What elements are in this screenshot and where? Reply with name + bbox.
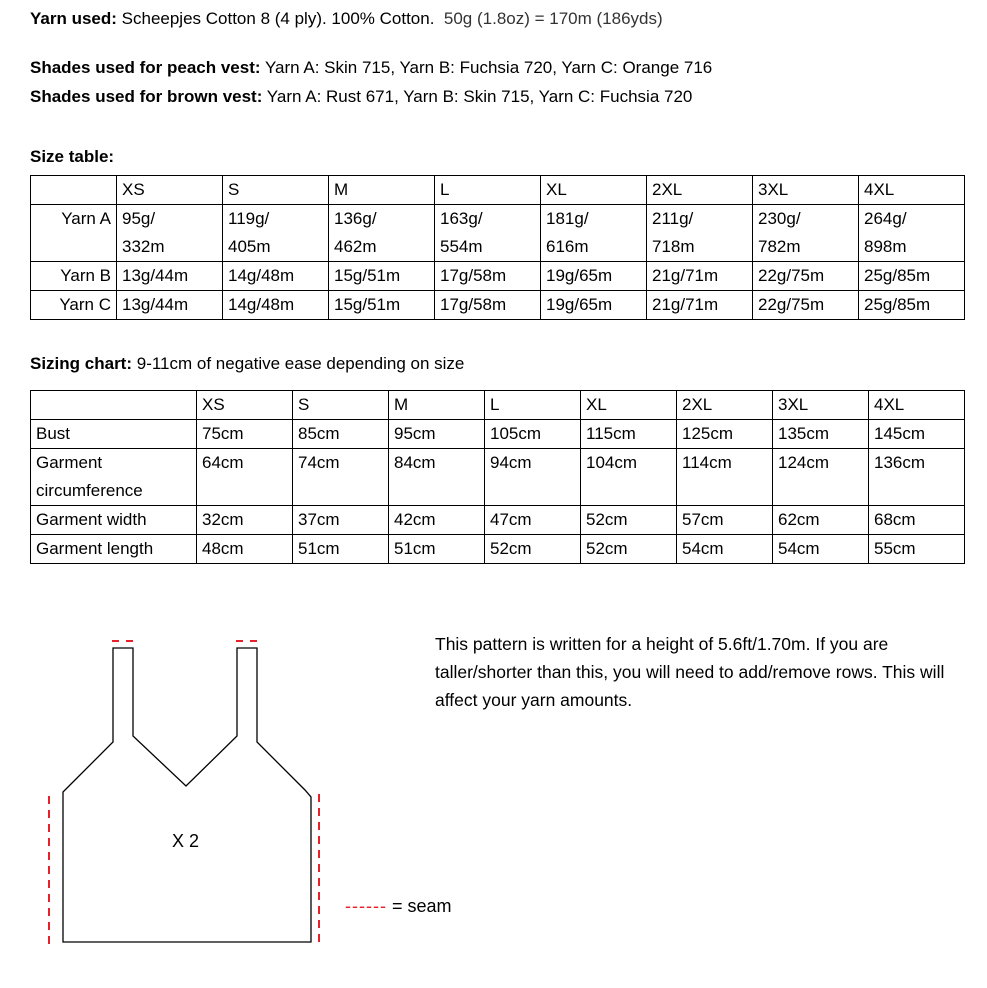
sizing-header: L	[485, 391, 581, 420]
yarn-a-meters: 405m	[228, 237, 271, 256]
yarn-a-grams: 230g/	[758, 209, 801, 228]
bust-cell: 105cm	[485, 420, 581, 449]
yarn-a-label: Yarn A	[31, 205, 117, 262]
garment-outline	[63, 648, 311, 942]
width-cell: 32cm	[197, 506, 293, 535]
yarn-c-cell: 17g/58m	[435, 291, 541, 320]
yarn-b-cell: 15g/51m	[329, 262, 435, 291]
yarn-a-meters: 718m	[652, 237, 695, 256]
yarn-c-cell: 25g/85m	[859, 291, 965, 320]
yarn-b-cell: 17g/58m	[435, 262, 541, 291]
size-header: 2XL	[647, 176, 753, 205]
size-header: L	[435, 176, 541, 205]
row-label: Bust	[31, 420, 197, 449]
circumference-cell: 74cm	[293, 449, 389, 506]
size-header: M	[329, 176, 435, 205]
circumference-cell: 64cm	[197, 449, 293, 506]
size-table-title: Size table:	[30, 147, 115, 166]
yarn-a-meters: 616m	[546, 237, 589, 256]
sizing-chart-subtitle: 9-11cm of negative ease depending on size	[132, 354, 465, 373]
brown-shades-label: Shades used for brown vest:	[30, 87, 263, 106]
length-cell: 52cm	[485, 535, 581, 564]
sizing-header: 3XL	[773, 391, 869, 420]
yarn-b-cell: 21g/71m	[647, 262, 753, 291]
size-header: XS	[117, 176, 223, 205]
bust-cell: 115cm	[581, 420, 677, 449]
yarn-c-cell: 19g/65m	[541, 291, 647, 320]
size-header: XL	[541, 176, 647, 205]
row-label: Garment width	[31, 506, 197, 535]
seam-legend-label: = seam	[386, 896, 452, 916]
yarn-a-grams: 163g/	[440, 209, 483, 228]
seam-markers	[49, 641, 319, 944]
brown-shades-value: Yarn A: Rust 671, Yarn B: Skin 715, Yarn C: Fuchsia 720	[262, 87, 693, 106]
length-cell: 51cm	[293, 535, 389, 564]
bust-cell: 75cm	[197, 420, 293, 449]
circumference-cell: 124cm	[773, 449, 869, 506]
width-cell: 57cm	[677, 506, 773, 535]
yarn-b-cell: 14g/48m	[223, 262, 329, 291]
yarn-c-cell: 14g/48m	[223, 291, 329, 320]
sizing-header: M	[389, 391, 485, 420]
yarn-used-value: Scheepjes Cotton 8 (4 ply). 100% Cotton.	[116, 9, 435, 28]
size-header: 4XL	[859, 176, 965, 205]
sizing-chart-title: Sizing chart:	[30, 354, 133, 373]
length-cell: 54cm	[773, 535, 869, 564]
length-cell: 51cm	[389, 535, 485, 564]
sizing-header: 2XL	[677, 391, 773, 420]
bust-cell: 135cm	[773, 420, 869, 449]
length-cell: 48cm	[197, 535, 293, 564]
sizing-header: XS	[197, 391, 293, 420]
yarn-a-grams: 136g/	[334, 209, 377, 228]
sizing-header: S	[293, 391, 389, 420]
width-cell: 47cm	[485, 506, 581, 535]
seam-dash-sample: ------	[345, 896, 387, 916]
width-cell: 62cm	[773, 506, 869, 535]
yarn-c-label: Yarn C	[31, 291, 117, 320]
peach-shades-value: Yarn A: Skin 715, Yarn B: Fuchsia 720, Yarn C: Orange 716	[260, 58, 713, 77]
width-cell: 42cm	[389, 506, 485, 535]
size-header: 3XL	[753, 176, 859, 205]
yarn-b-cell: 13g/44m	[117, 262, 223, 291]
yarn-a-grams: 95g/	[122, 209, 156, 228]
bust-cell: 125cm	[677, 420, 773, 449]
circumference-cell: 104cm	[581, 449, 677, 506]
yarn-a-grams: 211g/	[652, 209, 694, 228]
yarn-b-cell: 22g/75m	[753, 262, 859, 291]
width-cell: 37cm	[293, 506, 389, 535]
circumference-cell: 114cm	[677, 449, 773, 506]
yarn-a-grams: 264g/	[864, 209, 907, 228]
yarn-a-meters: 782m	[758, 237, 801, 256]
yarn-a-meters: 462m	[334, 237, 377, 256]
peach-shades-label: Shades used for peach vest:	[30, 58, 261, 77]
size-header: S	[223, 176, 329, 205]
width-cell: 68cm	[869, 506, 965, 535]
row-label: Garment circumference	[31, 449, 197, 506]
circumference-cell: 136cm	[869, 449, 965, 506]
yarn-a-grams: 119g/	[228, 209, 270, 228]
yarn-c-cell: 21g/71m	[647, 291, 753, 320]
yarn-a-meters: 554m	[440, 237, 483, 256]
width-cell: 52cm	[581, 506, 677, 535]
circumference-cell: 94cm	[485, 449, 581, 506]
bust-cell: 145cm	[869, 420, 965, 449]
bust-cell: 85cm	[293, 420, 389, 449]
row-label: Garment length	[31, 535, 197, 564]
yarn-b-cell: 25g/85m	[859, 262, 965, 291]
yarn-weight: 50g (1.8oz) = 170m (186yds)	[443, 9, 663, 28]
yarn-c-cell: 13g/44m	[117, 291, 223, 320]
sizing-header: XL	[581, 391, 677, 420]
seam-legend	[345, 896, 452, 917]
multiplier-label: X 2	[172, 831, 200, 851]
yarn-a-grams: 181g/	[546, 209, 589, 228]
circumference-cell: 84cm	[389, 449, 485, 506]
bust-cell: 95cm	[389, 420, 485, 449]
yarn-c-cell: 22g/75m	[753, 291, 859, 320]
yarn-c-cell: 15g/51m	[329, 291, 435, 320]
yarn-b-cell: 19g/65m	[541, 262, 647, 291]
height-note: This pattern is written for a height of 5.6ft/1.70m. If you are taller/shorter than this, you will need to add/remove rows. This will affect your yarn amounts.	[435, 634, 945, 710]
sizing-header: 4XL	[869, 391, 965, 420]
yarn-a-meters: 898m	[864, 237, 907, 256]
length-cell: 54cm	[677, 535, 773, 564]
yarn-used-label: Yarn used:	[30, 9, 117, 28]
yarn-a-meters: 332m	[122, 237, 165, 256]
length-cell: 52cm	[581, 535, 677, 564]
yarn-b-label: Yarn B	[31, 262, 117, 291]
length-cell: 55cm	[869, 535, 965, 564]
